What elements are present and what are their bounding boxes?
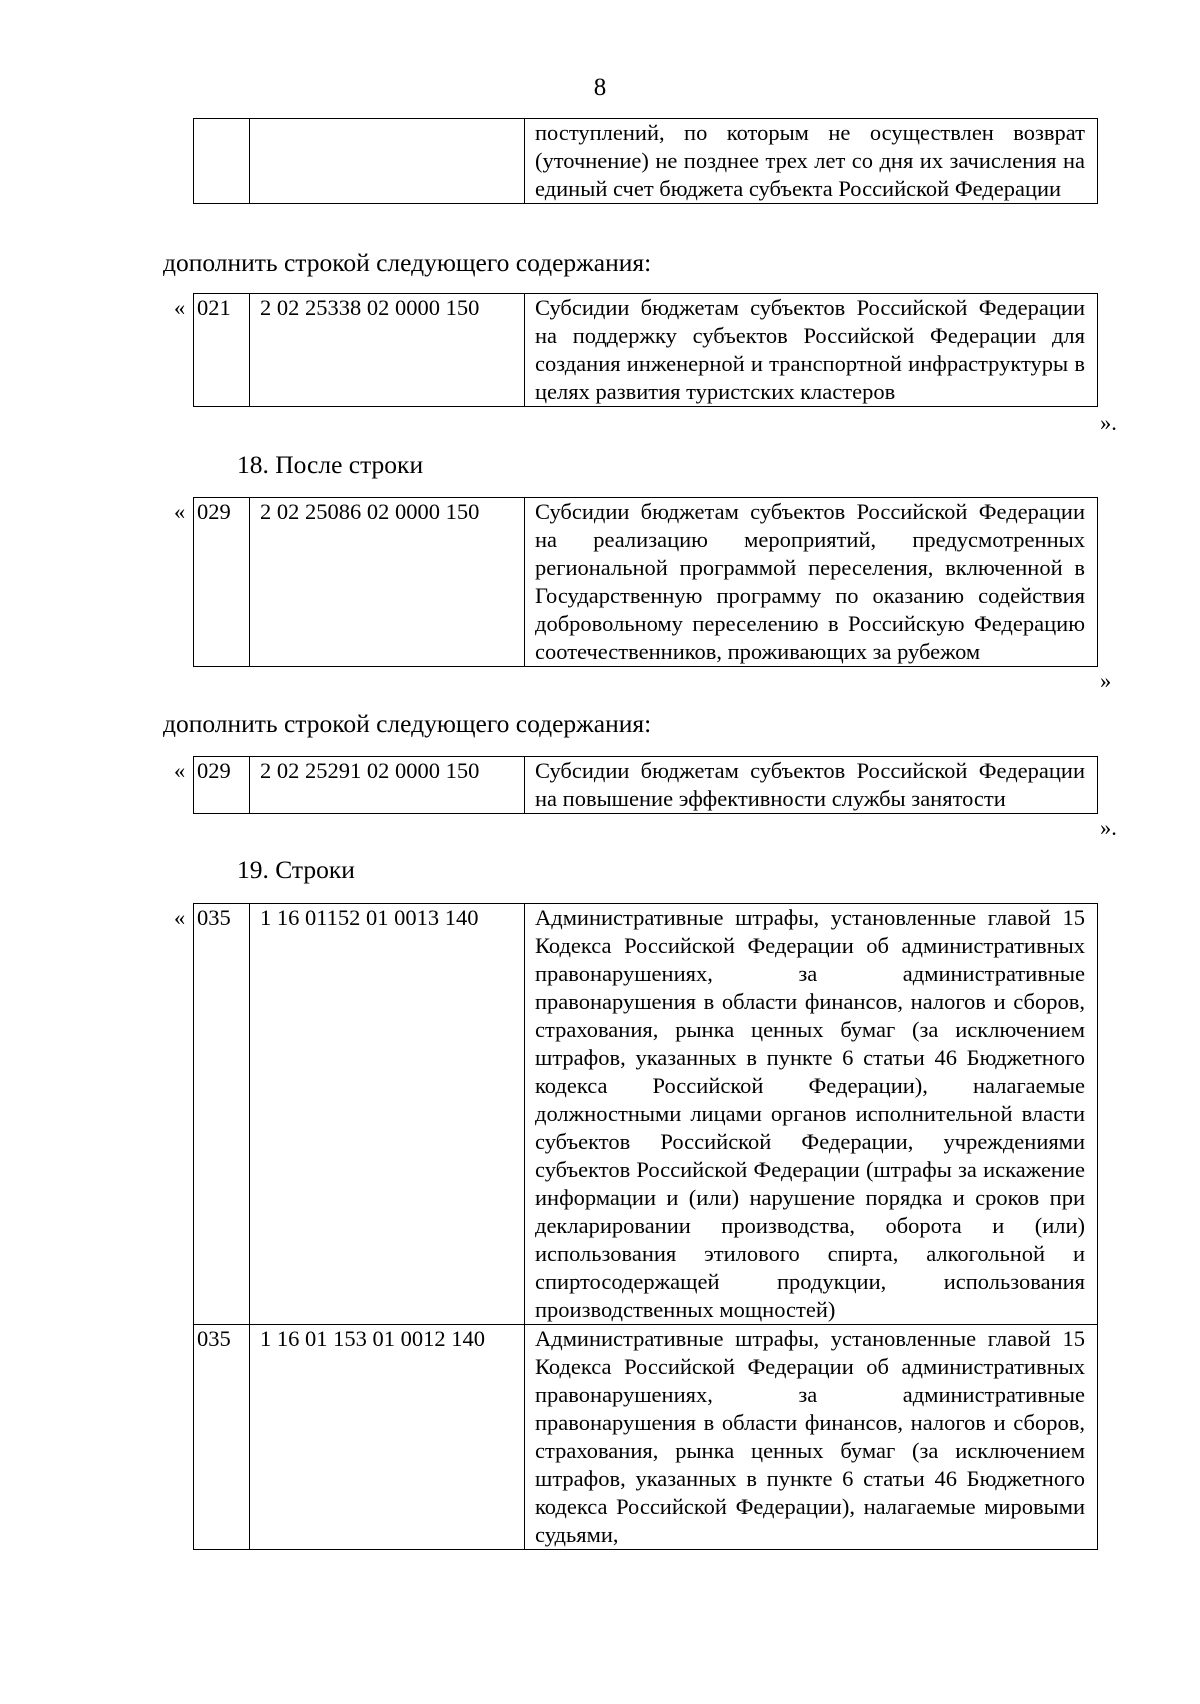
classification-code: 1 16 01 153 01 0012 140: [250, 1325, 525, 1550]
open-quote: «: [174, 905, 186, 930]
classification-code: 2 02 25338 02 0000 150: [250, 294, 525, 407]
reference-rows-table: [193, 903, 1098, 1550]
section-heading: 19. Строки: [237, 855, 355, 884]
classification-code: 2 02 25086 02 0000 150: [250, 498, 525, 667]
table-row: [194, 1325, 1098, 1550]
row-description: Субсидии бюджетам субъектов Российской Федерации на повышение эффективности службы занятости: [525, 757, 1098, 814]
continued-row-table: [193, 118, 1098, 204]
table-row: [194, 294, 1098, 407]
row-description: Субсидии бюджетам субъектов Российской Федерации на поддержку субъектов Российской Федерации для создания инженерной и транспортной инфраструктуры в целях развития туристских кластеров: [525, 294, 1098, 407]
row-number: 021: [194, 294, 250, 407]
page-number: 8: [593, 74, 607, 101]
classification-code: [250, 119, 525, 204]
row-description: поступлений, по которым не осуществлен возврат (уточнение) не позднее трех лет со дня их зачисления на единый счет бюджета субъекта Российской Федерации: [525, 119, 1098, 204]
row-number: 029: [194, 757, 250, 814]
open-quote: «: [174, 499, 186, 524]
table-row: [194, 757, 1098, 814]
classification-code: 1 16 01152 01 0013 140: [250, 904, 525, 1325]
close-quote: »: [1100, 668, 1112, 693]
instruction-text: дополнить строкой следующего содержания:: [163, 248, 652, 277]
row-number: 035: [194, 1325, 250, 1550]
row-number: [194, 119, 250, 204]
instruction-text: дополнить строкой следующего содержания:: [163, 709, 652, 738]
row-description: Административные штрафы, установленные главой 15 Кодекса Российской Федерации об административных правонарушениях, за административные правонарушения в области финансов, налогов и сборов, страхования, рынка ценных бумаг (за исключением штрафов, указанных в пункте 6 статьи 46 Бюджетного кодекса Российской Федерации), налагаемые мировыми судьями,: [525, 1325, 1098, 1550]
classification-code: 2 02 25291 02 0000 150: [250, 757, 525, 814]
table-row: [194, 119, 1098, 204]
section-heading: 18. После строки: [237, 450, 424, 479]
row-description: Субсидии бюджетам субъектов Российской Федерации на реализацию мероприятий, предусмотренных региональной программой переселения, включенной в Государственную программу по оказанию содействия добровольному переселению в Российскую Федерацию соотечественников, проживающих за рубежом: [525, 498, 1098, 667]
inserted-row-table: [193, 293, 1098, 407]
inserted-row-table: [193, 756, 1098, 814]
close-quote: ».: [1100, 815, 1117, 840]
table-row: [194, 904, 1098, 1325]
row-number: 035: [194, 904, 250, 1325]
row-description: Административные штрафы, установленные главой 15 Кодекса Российской Федерации об административных правонарушениях, за административные правонарушения в области финансов, налогов и сборов, страхования, рынка ценных бумаг (за исключением штрафов, указанных в пункте 6 статьи 46 Бюджетного кодекса Российской Федерации), налагаемые должностными лицами органов исполнительной власти субъектов Российской Федерации, учреждениями субъектов Российской Федерации (штрафы за искажение информации и (или) нарушение порядка и сроков при декларировании производства, оборота и (или) использования этилового спирта, алкогольной и спиртосодержащей продукции, использования производственных мощностей): [525, 904, 1098, 1325]
row-number: 029: [194, 498, 250, 667]
open-quote: «: [174, 758, 186, 783]
reference-row-table: [193, 497, 1098, 667]
table-row: [194, 498, 1098, 667]
open-quote: «: [174, 295, 186, 320]
close-quote: ».: [1100, 410, 1117, 435]
